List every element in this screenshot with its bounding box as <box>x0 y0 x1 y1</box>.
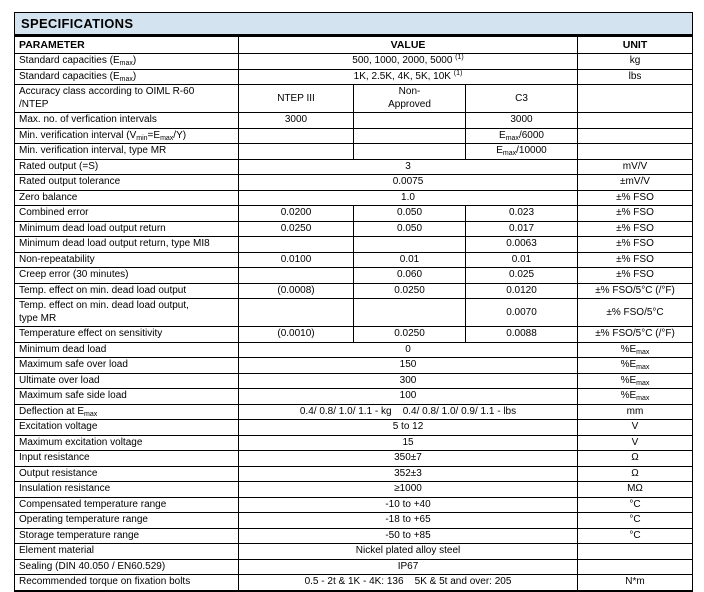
value-cell: 0.0250 <box>354 327 466 343</box>
value-cell: 350±7 <box>239 451 578 467</box>
parameter-cell: Zero balance <box>15 190 239 206</box>
value-cell: 0.0200 <box>239 206 354 222</box>
unit-cell: ±mV/V <box>578 175 693 191</box>
value-cell: -18 to +65 <box>239 513 578 529</box>
value-cell <box>354 128 466 144</box>
parameter-cell: Insulation resistance <box>15 482 239 498</box>
table-body <box>15 54 693 591</box>
value-cell: 150 <box>239 358 578 374</box>
parameter-cell: Accuracy class according to OIML R-60 /NTEP <box>15 85 239 113</box>
parameter-cell: Min. verification interval $(V_{min}=E_{max}/Y)$ <box>15 128 239 144</box>
unit-cell: lbs <box>578 69 693 85</box>
unit-cell: °C <box>578 497 693 513</box>
unit-cell: $\%E_{max}$ <box>578 373 693 389</box>
specifications-table <box>14 12 693 592</box>
value-cell: 0.0250 <box>239 221 354 237</box>
unit-cell: ±% FSO/5°C <box>578 299 693 327</box>
value-cell: ≥1000 <box>239 482 578 498</box>
unit-cell <box>578 559 693 575</box>
parameter-cell: Min. verification interval, type MR <box>15 144 239 160</box>
parameter-cell: Creep error (30 minutes) <box>15 268 239 284</box>
table-row <box>15 85 693 113</box>
table-head <box>15 13 693 54</box>
unit-cell <box>578 85 693 113</box>
unit-cell <box>578 128 693 144</box>
table-row <box>15 559 693 575</box>
unit-cell: V <box>578 435 693 451</box>
unit-cell: mV/V <box>578 159 693 175</box>
parameter-cell: Compensated temperature range <box>15 497 239 513</box>
value-cell <box>354 144 466 160</box>
value-cell: 0.050 <box>354 221 466 237</box>
unit-cell: $\%E_{max}$ <box>578 342 693 358</box>
table-row <box>15 451 693 467</box>
value-cell: 0.01 <box>466 252 578 268</box>
datasheet-page <box>14 12 692 592</box>
parameter-cell: Element material <box>15 544 239 560</box>
value-cell: NTEP III <box>239 85 354 113</box>
value-cell: 15 <box>239 435 578 451</box>
table-row <box>15 159 693 175</box>
parameter-cell: Temperature effect on sensitivity <box>15 327 239 343</box>
value-cell: 0.4/ 0.8/ 1.0/ 1.1 - kg 0.4/ 0.8/ 1.0/ 0.9/ 1.1 - lbs <box>239 404 578 420</box>
value-cell: 0.0250 <box>354 283 466 299</box>
parameter-cell: Rated output tolerance <box>15 175 239 191</box>
value-cell: 0.01 <box>354 252 466 268</box>
value-cell <box>239 237 354 253</box>
value-cell: 0.0088 <box>466 327 578 343</box>
table-row <box>15 175 693 191</box>
table-row <box>15 221 693 237</box>
table-row <box>15 466 693 482</box>
value-cell: 0.025 <box>466 268 578 284</box>
value-cell: 0.0063 <box>466 237 578 253</box>
parameter-cell: Sealing (DIN 40.050 / EN60.529) <box>15 559 239 575</box>
value-cell: 0.060 <box>354 268 466 284</box>
table-row <box>15 358 693 374</box>
parameter-cell: Storage temperature range <box>15 528 239 544</box>
table-row <box>15 389 693 405</box>
value-cell: (0.0008) <box>239 283 354 299</box>
parameter-cell: Maximum safe over load <box>15 358 239 374</box>
table-row <box>15 482 693 498</box>
value-cell: 0.5 - 2t & 1K - 4K: 136 5K & 5t and over: 205 <box>239 575 578 591</box>
value-cell <box>354 299 466 327</box>
value-cell: 1.0 <box>239 190 578 206</box>
value-cell: 0.050 <box>354 206 466 222</box>
parameter-cell: Ultimate over load <box>15 373 239 389</box>
table-row <box>15 327 693 343</box>
value-cell <box>239 144 354 160</box>
unit-cell: ±% FSO <box>578 190 693 206</box>
table-row <box>15 404 693 420</box>
table-row <box>15 54 693 70</box>
value-cell: Nickel plated alloy steel <box>239 544 578 560</box>
table-row <box>15 544 693 560</box>
parameter-cell: Deflection at $E_{max}$ <box>15 404 239 420</box>
value-cell: 352±3 <box>239 466 578 482</box>
table-title: SPECIFICATIONS <box>15 13 693 36</box>
value-cell: 0.023 <box>466 206 578 222</box>
unit-cell: V <box>578 420 693 436</box>
parameter-cell: Excitation voltage <box>15 420 239 436</box>
value-cell: 3000 <box>239 113 354 129</box>
parameter-cell: Minimum dead load <box>15 342 239 358</box>
table-row <box>15 575 693 591</box>
value-cell <box>239 268 354 284</box>
table-row <box>15 268 693 284</box>
table-row <box>15 420 693 436</box>
table-row <box>15 528 693 544</box>
value-cell: -50 to +85 <box>239 528 578 544</box>
unit-cell <box>578 144 693 160</box>
unit-cell: °C <box>578 528 693 544</box>
table-title-row <box>15 13 693 36</box>
parameter-cell: Minimum dead load output return <box>15 221 239 237</box>
parameter-cell: Input resistance <box>15 451 239 467</box>
parameter-cell: Max. no. of verfication intervals <box>15 113 239 129</box>
parameter-cell: Operating temperature range <box>15 513 239 529</box>
parameter-cell: Non-repeatability <box>15 252 239 268</box>
table-row <box>15 299 693 327</box>
parameter-cell: Standard capacities $(E_{max})$ <box>15 69 239 85</box>
value-cell: C3 <box>466 85 578 113</box>
value-cell: Non- Approved <box>354 85 466 113</box>
table-row <box>15 342 693 358</box>
value-cell: 5 to 12 <box>239 420 578 436</box>
value-cell: 0.0075 <box>239 175 578 191</box>
table-row <box>15 237 693 253</box>
unit-cell: $\%E_{max}$ <box>578 358 693 374</box>
value-cell: 300 <box>239 373 578 389</box>
parameter-cell: Temp. effect on min. dead load output <box>15 283 239 299</box>
value-cell: 0.0100 <box>239 252 354 268</box>
value-cell: (0.0010) <box>239 327 354 343</box>
value-cell: 0 <box>239 342 578 358</box>
value-cell: $E_{max}/6000$ <box>466 128 578 144</box>
unit-cell: N*m <box>578 575 693 591</box>
unit-cell: $\%E_{max}$ <box>578 389 693 405</box>
table-row <box>15 435 693 451</box>
parameter-cell: Output resistance <box>15 466 239 482</box>
unit-cell: °C <box>578 513 693 529</box>
value-cell: 0.0120 <box>466 283 578 299</box>
value-cell <box>354 113 466 129</box>
value-cell: 1K, 2.5K, 4K, 5K, 10K $^{(1)}$ <box>239 69 578 85</box>
parameter-cell: Recommended torque on fixation bolts <box>15 575 239 591</box>
unit-cell: ±% FSO <box>578 221 693 237</box>
unit-cell: mm <box>578 404 693 420</box>
unit-cell: MΩ <box>578 482 693 498</box>
parameter-cell: Rated output (=S) <box>15 159 239 175</box>
unit-cell: ±% FSO <box>578 252 693 268</box>
unit-cell <box>578 544 693 560</box>
table-row <box>15 190 693 206</box>
value-cell: 3000 <box>466 113 578 129</box>
value-cell: 3 <box>239 159 578 175</box>
table-row <box>15 283 693 299</box>
table-row <box>15 144 693 160</box>
parameter-cell: Maximum excitation voltage <box>15 435 239 451</box>
table-row <box>15 513 693 529</box>
parameter-cell: Minimum dead load output return, type MI8 <box>15 237 239 253</box>
table-row <box>15 128 693 144</box>
parameter-cell: Standard capacities $(E_{max})$ <box>15 54 239 70</box>
table-row <box>15 373 693 389</box>
value-cell: 0.017 <box>466 221 578 237</box>
value-cell: 0.0070 <box>466 299 578 327</box>
parameter-cell: Temp. effect on min. dead load output, type MR <box>15 299 239 327</box>
table-header-row <box>15 36 693 54</box>
unit-cell <box>578 113 693 129</box>
value-cell: 100 <box>239 389 578 405</box>
unit-cell: ±% FSO <box>578 237 693 253</box>
table-row <box>15 252 693 268</box>
value-cell: IP67 <box>239 559 578 575</box>
unit-cell: ±% FSO <box>578 206 693 222</box>
table-row <box>15 497 693 513</box>
column-header-value: VALUE <box>239 36 578 54</box>
unit-cell: ±% FSO/5°C (/°F) <box>578 327 693 343</box>
parameter-cell: Maximum safe side load <box>15 389 239 405</box>
table-row <box>15 69 693 85</box>
table-row <box>15 113 693 129</box>
value-cell: -10 to +40 <box>239 497 578 513</box>
unit-cell: Ω <box>578 466 693 482</box>
unit-cell: kg <box>578 54 693 70</box>
value-cell: $E_{max}/10000$ <box>466 144 578 160</box>
unit-cell: Ω <box>578 451 693 467</box>
column-header-parameter: PARAMETER <box>15 36 239 54</box>
value-cell <box>239 299 354 327</box>
value-cell: 500, 1000, 2000, 5000 $^{(1)}$ <box>239 54 578 70</box>
value-cell <box>239 128 354 144</box>
parameter-cell: Combined error <box>15 206 239 222</box>
value-cell <box>354 237 466 253</box>
column-header-unit: UNIT <box>578 36 693 54</box>
unit-cell: ±% FSO <box>578 268 693 284</box>
unit-cell: ±% FSO/5°C (/°F) <box>578 283 693 299</box>
table-row <box>15 206 693 222</box>
